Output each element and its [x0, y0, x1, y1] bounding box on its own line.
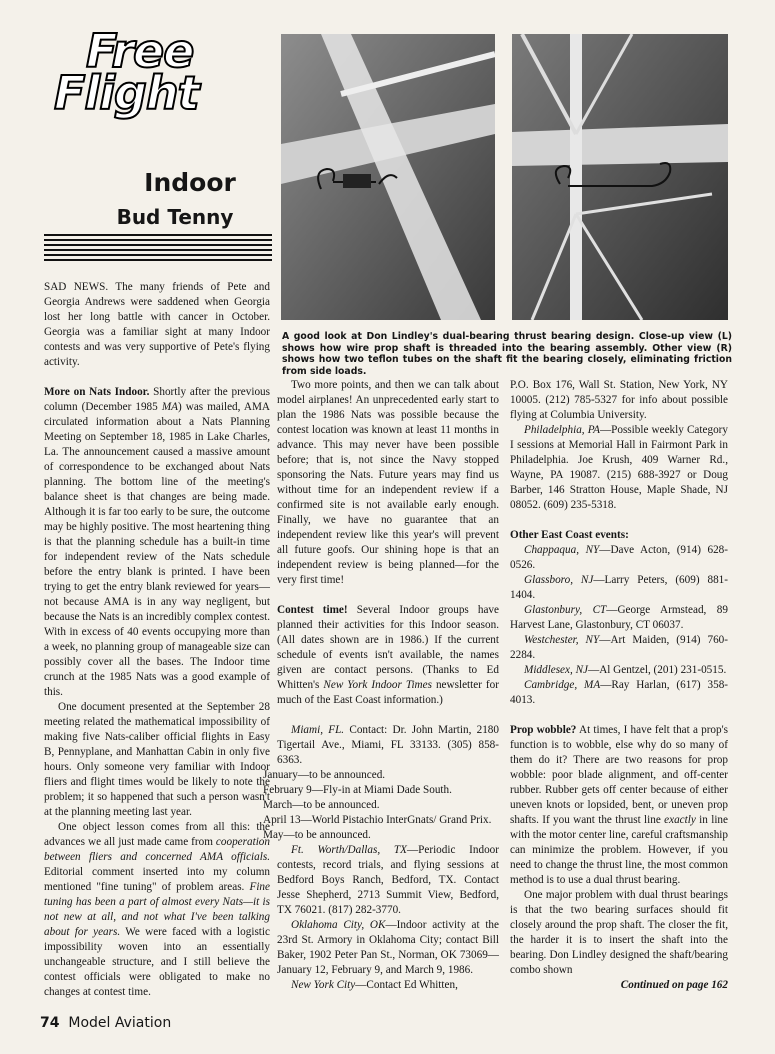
page-footer [40, 1015, 171, 1031]
fort-worth-entry: Ft. Worth/Dallas, TX—Periodic Indoor contests, record trials, and flying sessions at Bedford Boys Ranch, Bedford, TX. Contact Jesse Shepherd, 2713 Summit View, Bedford, TX 76021. (817) 282-3770. [277, 844, 500, 916]
lesson-paragraph: One object lesson comes from all this: the advances we all just made came from cooperation between fliers and concerned AMA officials. Editorial comment inserted into my column mentioned "fine tuning" of problem areas. Fine tuning has been a part of almost every Nats—it is not new at all, and not what I've been talking about for years. We were faced with a logistic impossibility woven into an essentially unchangeable structure, and I still believe the contest officials were obligated to make no changes at contest time. [44, 821, 270, 998]
dual-bearing-paragraph: One major problem with dual thrust bearings is that the two bearing surfaces should fit closely around the prop shaft. The closer the fit, the harder it is to insert the shaft into the bearing. Don Lindley designed the shaft/bearing combo shown [510, 889, 728, 976]
nats-heading: More on Nats Indoor. [44, 386, 150, 398]
event-item: Cambridge, MA—Ray Harlan, (617) 358-4013. [510, 679, 729, 706]
new-york-continued: P.O. Box 176, Wall St. Station, New York, NY 10005. (212) 785-5327 for info about possible flying at Columbia University. [510, 379, 728, 421]
miami-entry: Miami, FL. Contact: Dr. John Martin, 2180 Tigertail Ave., Miami, FL 33133. (305) 858-6363. [277, 724, 499, 766]
east-coast-list [510, 543, 728, 708]
schedule-item: February 9—Fly-in at Miami Dade South. [263, 784, 452, 796]
points-paragraph: Two more points, and then we can talk about model airplanes! An unprecedented early start to plan the 1986 Nats was possible because the contest location was known at least 11 months in advance. This may never have been possible before; that is, not since the Navy stopped sponsoring the Nats. Future years may find us without time for an independent review if a confirmed site is not available early enough. Finally, we have no guarantee that an independent review like this year's will prevent all future goofs. Our shining hope is that an independent review is being planned—for the very first time! [277, 379, 499, 586]
section-title: Indoor [144, 168, 236, 197]
event-item: Glastonbury, CT—George Armstead, 89 Harvest Lane, Glastonbury, CT 06037. [510, 604, 728, 631]
contest-heading: Contest time! [277, 604, 348, 616]
event-item: Glassboro, NJ—Larry Peters, (609) 881-1404. [510, 574, 728, 601]
new-york-entry: New York City—Contact Ed Whitten, [291, 979, 458, 991]
column-2 [263, 378, 500, 993]
miami-schedule [263, 768, 499, 843]
intro-paragraph: SAD NEWS. The many friends of Pete and Georgia Andrews were saddened when Georgia lost her long battle with cancer in October. Georgia was a familiar sight at many Indoor contests and was very supportive of Pete's flying activity. [44, 281, 270, 368]
column-3 [510, 378, 728, 993]
philadelphia-entry: Philadelphia, PA—Possible weekly Category I sessions at Memorial Hall in Fairmont Park in Philadelphia. Joe Krush, 409 Warner Rd., Wayne, PA 19087. (215) 688-3927 or Doug Barber, 146 Stratton House, Maple Shade, NJ 08052. (609) 235-5318. [510, 424, 728, 511]
photo-caption: A good look at Don Lindley's dual-bearing thrust bearing design. Close-up view (L) shows how wire prop shaft is threaded into the bearing assembly. Other view (R) shows how two teflon tubes on the shaft fit the bearing closely, eliminating friction from side loads. [282, 331, 732, 377]
photo-left [281, 34, 495, 320]
document-paragraph: One document presented at the September 28 meeting related the mathematical impossibility of making five Nats-caliber official flights in Easy B, Pennyplane, and Manhattan Cabin in only five hours. Only someone very familiar with Indoor fliers and flight times would be likely to note the problem; it so happened that such a person wasn't at the planning meeting last year. [44, 701, 270, 818]
logo-line-2: Flight [54, 66, 199, 120]
oklahoma-entry: Oklahoma City, OK—Indoor activity at the 23rd St. Armory in Oklahoma City; contact Bill Baker, 1902 Peter Pan St., Norman, OK 73069—January 12, February 9, and March 9, 1986. [277, 919, 499, 976]
east-coast-heading: Other East Coast events: [510, 529, 629, 541]
header-stripes [44, 234, 272, 264]
schedule-item: April 13—World Pistachio InterGnats/ Grand Prix. [263, 814, 492, 826]
continued-link[interactable]: Continued on page 162 [620, 979, 728, 991]
magazine-name: Model Aviation [68, 1015, 172, 1031]
schedule-item: March—to be announced. [263, 799, 380, 811]
event-item: Chappaqua, NY—Dave Acton, (914) 628-0526. [510, 544, 728, 571]
logo-line-1: Free [86, 24, 194, 78]
photo-right [512, 34, 728, 320]
schedule-item: January—to be announced. [263, 769, 386, 781]
prop-wobble-heading: Prop wobble? [510, 724, 577, 736]
nats-paragraph: More on Nats Indoor. Shortly after the previous column (December 1985 MA) was mailed, AMA circulated information about a Nats Planning Meeting on September 18, 1985 in Lake Charles, La. The announcement caused a massive amount of correspondence to be exchanged about Nats planning. The bottom line of the meeting's balance sheet is that changes are being made. Although it is far too early to be sure, the outcome may be highly positive. The most heartening thing is that the planning schedule has a built-in time for independent review of the Nats schedule before the entry blank is printed. I have been trying to get the entry blank reviewed for years—not because AMA is in any way negligent, but because the Nats is an incredibly complex contest. With in excess of 40 events occupying more than a week, no planning group of manageable size can possibly cover all the bases. The Indoor time crunch at the 1985 Nats was a good example of this. [44, 386, 271, 698]
contest-paragraph: Contest time! Several Indoor groups have planned their activities for this Indoor season. (All dates shown are in 1986.) If the current schedule of events isn't available, the names given are contact persons. (Thanks to Ed Whitten's New York Indoor Times newsletter for much of the East Coast information.) [277, 604, 499, 706]
prop-wobble-paragraph: Prop wobble? At times, I have felt that a prop's function is to wobble, else why do so many of them do it? There are two reasons for prop wobble: poor blade alignment, and off-center rubber. Rubber gets off center because of either uneven knots or lopsided, bent, or uneven prop shafts. If you want the thrust line exactly in line with the motor center line, careful craftsmanship can minimize the problem. However, if you need to change the thrust line, the most common method is to use a dual thrust bearing. [510, 724, 728, 886]
column-1 [44, 280, 270, 1000]
author-name: Bud Tenny [116, 205, 234, 229]
event-item: Westchester, NY—Art Maiden, (914) 760-2284. [510, 634, 729, 661]
page-number: 74 [40, 1015, 60, 1031]
schedule-item: May—to be announced. [263, 829, 371, 841]
free-flight-logo [46, 24, 264, 126]
event-item: Middlesex, NJ—Al Gentzel, (201) 231-0515. [524, 664, 727, 676]
